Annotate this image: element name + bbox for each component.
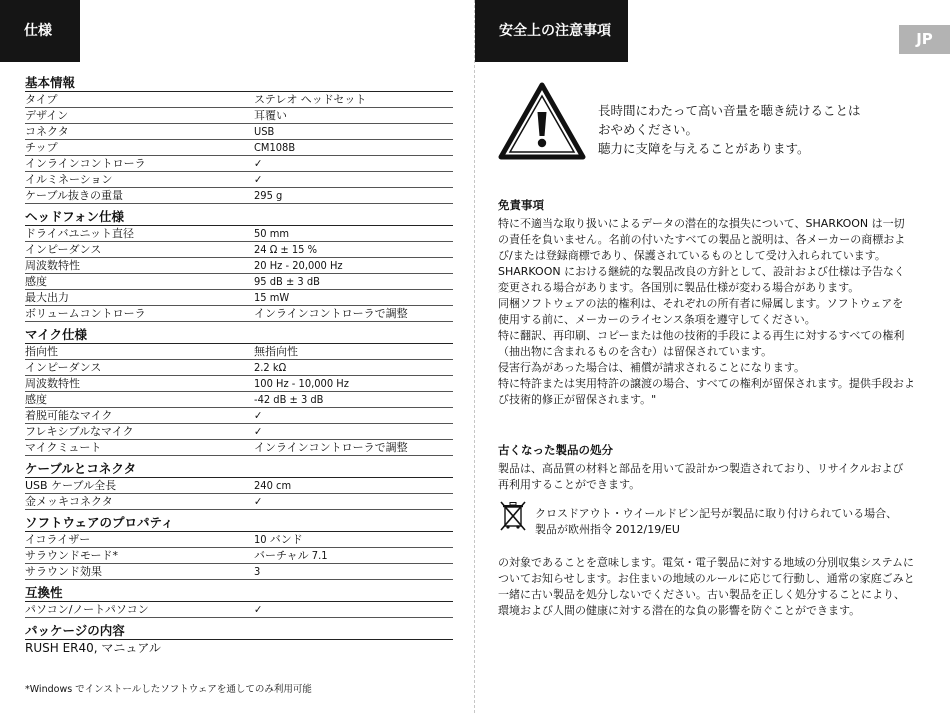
spec-row xyxy=(25,478,453,494)
spec-value: 24 Ω ± 15 % xyxy=(254,243,318,256)
spec-label: 最大出力 xyxy=(25,291,69,304)
spec-row xyxy=(25,226,453,242)
spec-row xyxy=(25,360,453,376)
text-line: の対象であることを意味します。電気・電子製品に対する地域の分別収集システムに xyxy=(498,556,915,569)
spec-row xyxy=(25,602,453,618)
disclaimer-title: 免責事項 xyxy=(498,198,544,212)
spec-value: 95 dB ± 3 dB xyxy=(254,275,320,288)
warning-triangle-icon xyxy=(498,82,586,160)
spec-section-headphone xyxy=(25,208,453,322)
checkmark-icon: ✓ xyxy=(254,425,263,438)
spec-value: USB xyxy=(254,125,275,138)
spec-row xyxy=(25,140,453,156)
spec-label: 感度 xyxy=(25,275,47,288)
text-line: SHARKOON における継続的な製品改良の方針として、設計および仕様は予告なく xyxy=(498,265,905,278)
text-line: 特に特許または実用特許の譲渡の場合、すべての権利が留保されます。提供手段およ xyxy=(498,377,915,390)
text-line: （抽出物に含まれるものを含む）は留保されています。 xyxy=(498,345,773,358)
spec-label: 周波数特性 xyxy=(25,259,80,272)
spec-row xyxy=(25,408,453,424)
spec-label: ドライバユニット直径 xyxy=(25,227,135,240)
spec-value: インラインコントローラで調整 xyxy=(254,441,408,454)
spec-table xyxy=(25,74,453,656)
spec-label: ケーブル抜きの重量 xyxy=(25,189,124,202)
safety-header: 安全上の注意事項 xyxy=(475,0,628,62)
warning-line: 長時間にわたって高い音量を聴き続けることは xyxy=(598,103,861,118)
spec-row xyxy=(25,188,453,204)
spec-label: 周波数特性 xyxy=(25,377,80,390)
text-line: 変更される場合があります。各国別に製品仕様が変わる場合があります。 xyxy=(498,281,860,294)
checkmark-icon: ✓ xyxy=(254,603,263,616)
spec-value: 295 g xyxy=(254,189,283,202)
spec-value: 耳覆い xyxy=(254,109,287,122)
checkmark-icon: ✓ xyxy=(254,409,263,422)
text-line: 再利用することができます。 xyxy=(498,478,641,491)
spec-label: フレキシブルなマイク xyxy=(25,425,134,438)
spec-value: ステレオ ヘッドセット xyxy=(254,93,367,106)
spec-label: インピーダンス xyxy=(25,361,102,374)
package-contents: RUSH ER40, マニュアル xyxy=(25,641,161,655)
weee-text xyxy=(535,506,897,538)
spec-value: インラインコントローラで調整 xyxy=(254,307,408,320)
spec-value: 15 mW xyxy=(254,291,290,304)
text-line: 使用する前に、メーカーのライセンス条項を遵守してください。 xyxy=(498,313,816,326)
spec-section-cable xyxy=(25,460,453,510)
spec-value: 2.2 kΩ xyxy=(254,361,287,374)
spec-row xyxy=(25,494,453,510)
spec-row xyxy=(25,290,453,306)
disposal-block xyxy=(498,442,930,493)
spec-label: マイクミュート xyxy=(25,441,102,454)
spec-value: CM108B xyxy=(254,141,296,154)
checkmark-icon: ✓ xyxy=(254,157,263,170)
spec-label: ボリュームコントローラ xyxy=(25,307,146,320)
spec-row xyxy=(25,564,453,580)
spec-row xyxy=(25,306,453,322)
section-title: ヘッドフォン仕様 xyxy=(25,208,453,226)
warning-line: おやめください。 xyxy=(598,122,699,137)
disposal-continued xyxy=(498,555,930,619)
text-line: 環境および人間の健康に対する潜在的な負の影響を防ぐことができます。 xyxy=(498,604,861,617)
spec-section-software xyxy=(25,514,453,580)
spec-label: コネクタ xyxy=(25,125,69,138)
text-line: 製品は、高品質の材料と部品を用いて設計かつ製造されており、リサイクルおよび xyxy=(498,462,904,475)
disclaimer-block xyxy=(498,197,930,408)
crossed-bin-icon xyxy=(500,500,526,532)
spec-label: サラウンド効果 xyxy=(25,565,102,578)
spec-label: タイプ xyxy=(25,93,58,106)
spec-row xyxy=(25,242,453,258)
spec-label: イコライザー xyxy=(25,533,91,546)
spec-row xyxy=(25,344,453,360)
section-title: 基本情報 xyxy=(25,74,453,92)
section-title: ケーブルとコネクタ xyxy=(25,460,453,478)
footnote: *Windows でインストールしたソフトウェアを通してのみ利用可能 xyxy=(25,684,312,695)
spec-label: イルミネーション xyxy=(25,173,113,186)
spec-label: デザイン xyxy=(25,109,69,122)
spec-row xyxy=(25,258,453,274)
section-title: 互換性 xyxy=(25,584,453,602)
spec-section-package xyxy=(25,622,453,656)
section-title: ソフトウェアのプロパティ xyxy=(25,514,453,532)
spec-value: 50 mm xyxy=(254,227,290,240)
spec-value: 20 Hz - 20,000 Hz xyxy=(254,259,343,272)
spec-label: チップ xyxy=(25,141,58,154)
spec-value: 3 xyxy=(254,565,261,578)
spec-row xyxy=(25,424,453,440)
spec-section-basic xyxy=(25,74,453,204)
spec-row xyxy=(25,108,453,124)
weee-line: 製品が欧州指令 2012/19/EU xyxy=(535,523,680,536)
spec-label: インピーダンス xyxy=(25,243,102,256)
checkmark-icon: ✓ xyxy=(254,173,263,186)
spec-label: 金メッキコネクタ xyxy=(25,495,113,508)
language-badge: JP xyxy=(899,25,950,54)
spec-section-microphone xyxy=(25,326,453,456)
spec-row xyxy=(25,172,453,188)
spec-label: USB ケーブル全長 xyxy=(25,479,117,492)
specs-header: 仕様 xyxy=(0,0,80,62)
section-title: マイク仕様 xyxy=(25,326,453,344)
spec-value: 240 cm xyxy=(254,479,292,492)
spec-row xyxy=(25,156,453,172)
section-title: パッケージの内容 xyxy=(25,622,453,640)
text-line: び技術的修正が留保されます。" xyxy=(498,393,657,406)
spec-row xyxy=(25,548,453,564)
warning-line: 聴力に支障を与えることがあります。 xyxy=(598,141,810,156)
spec-section-compatibility xyxy=(25,584,453,618)
text-line: び/または登録商標であり、保護されているものとして受け入れられています。 xyxy=(498,249,886,262)
text-line: ついてお知らせします。お住まいの地域のルールに応じて行動し、通常の家庭ごみと xyxy=(498,572,915,585)
spec-value: 10 バンド xyxy=(254,533,303,546)
spec-label: サラウンドモード* xyxy=(25,549,119,562)
page-fold-divider xyxy=(474,0,475,713)
warning-text xyxy=(598,101,861,158)
text-line: 一緒に古い製品を処分しないでください。古い製品を正しく処分することにより、 xyxy=(498,588,905,601)
spec-label: 着脱可能なマイク xyxy=(25,409,113,422)
spec-row xyxy=(25,274,453,290)
text-line: 特に翻訳、再印刷、コピーまたは他の技術的手段による再生に対するすべての権利 xyxy=(498,329,905,342)
spec-row xyxy=(25,440,453,456)
text-line: 同梱ソフトウェアの法的権利は、それぞれの所有者に帰属します。ソフトウェアを xyxy=(498,297,904,310)
spec-row xyxy=(25,532,453,548)
checkmark-icon: ✓ xyxy=(254,495,263,508)
spec-label: パソコン/ノートパソコン xyxy=(25,603,149,616)
spec-value: 100 Hz - 10,000 Hz xyxy=(254,377,349,390)
spec-label: 指向性 xyxy=(25,345,58,358)
spec-value: -42 dB ± 3 dB xyxy=(254,393,324,406)
spec-value: バーチャル 7.1 xyxy=(254,549,328,562)
text-line: 特に不適当な取り扱いによるデータの潜在的な損失について、SHARKOON は一切 xyxy=(498,217,905,230)
spec-row xyxy=(25,124,453,140)
spec-row xyxy=(25,92,453,108)
text-line: 侵害行為があった場合は、補償が請求されることになります。 xyxy=(498,361,806,374)
text-line: の責任を負いません。名前の付いたすべての製品と説明は、各メーカーの商標およ xyxy=(498,233,906,246)
spec-label: 感度 xyxy=(25,393,47,406)
spec-row xyxy=(25,392,453,408)
spec-row xyxy=(25,376,453,392)
weee-line: クロスドアウト・ウイールドビン記号が製品に取り付けられている場合、 xyxy=(535,507,898,520)
disposal-title: 古くなった製品の処分 xyxy=(498,443,613,457)
spec-value: 無指向性 xyxy=(254,345,298,358)
spec-label: インラインコントローラ xyxy=(25,157,146,170)
